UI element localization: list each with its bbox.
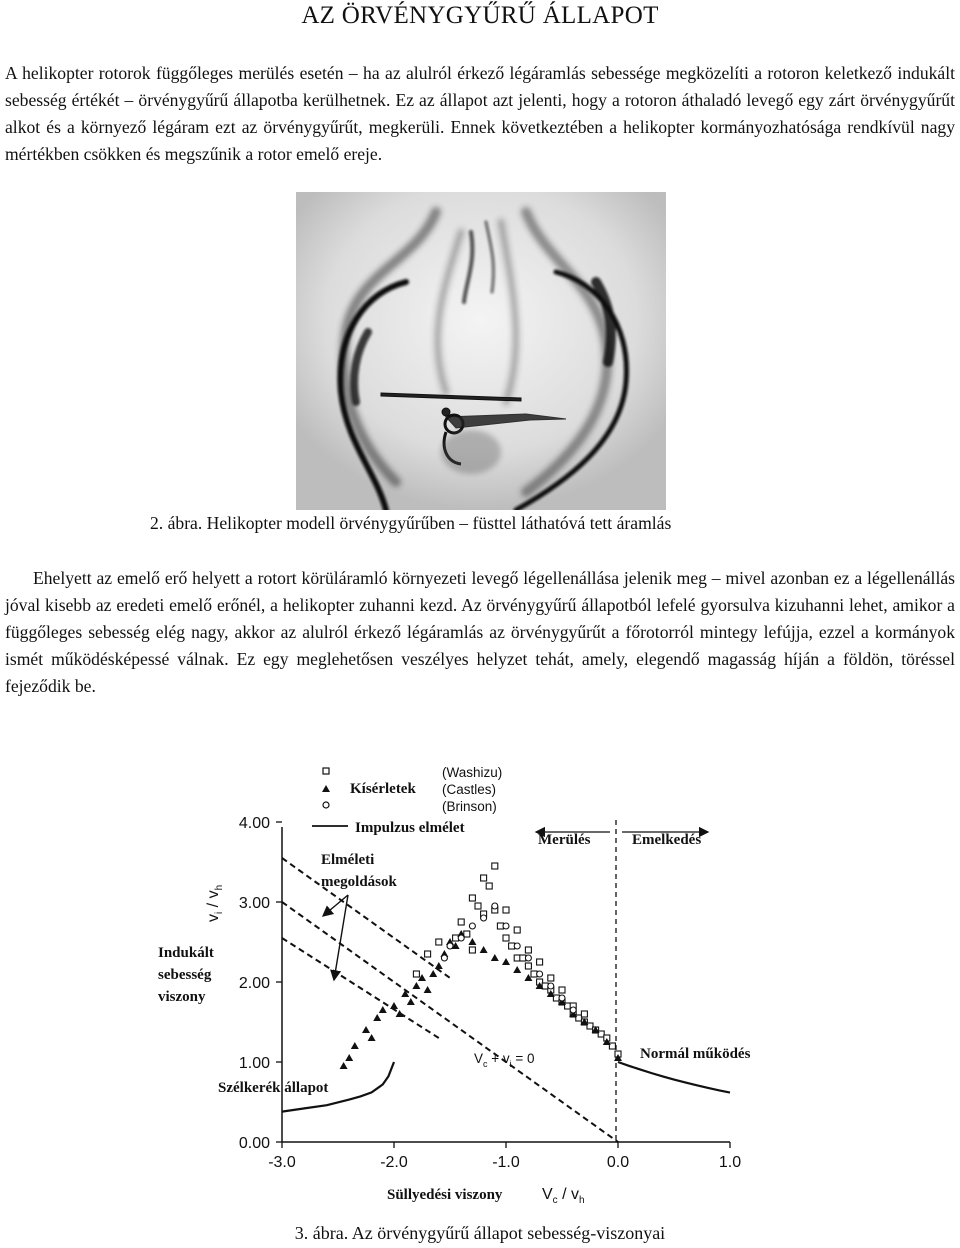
castles-point (435, 962, 443, 969)
y-tick-label: 0.00 (238, 1135, 270, 1152)
washizu-point (458, 919, 464, 925)
smoke-flow-photo (296, 192, 666, 510)
x-tick-label: 1.0 (718, 1154, 742, 1171)
y-label-line-3: viszony (158, 989, 206, 1005)
washizu-point (525, 963, 531, 969)
page-title: AZ ÖRVÉNYGYŰRŰ ÁLLAPOT (301, 2, 659, 29)
brinson-point (458, 935, 464, 941)
castles-point (362, 1026, 370, 1033)
castles-point (368, 1034, 376, 1041)
castles-point (379, 1006, 387, 1013)
body-paragraph (5, 565, 955, 700)
theory-label-2: megoldások (321, 874, 397, 890)
y-axis-symbol (205, 885, 225, 922)
y-tick-label: 3.00 (238, 895, 270, 912)
washizu-point (436, 939, 442, 945)
legend-entry-brinson: (Brinson) (442, 799, 497, 814)
svg-text:vi / vh: $v_i / v_h$ (205, 884, 225, 922)
washizu-point (464, 931, 470, 937)
brinson-point (570, 1007, 576, 1013)
y-tick-label: 4.00 (238, 815, 270, 832)
vortex-ring-chart (152, 752, 804, 1217)
y-tick-label: 1.00 (238, 1055, 270, 1072)
washizu-point (413, 971, 419, 977)
descent-label: Merülés (538, 832, 591, 848)
legend-title: Kísérletek (350, 781, 416, 797)
climb-label: Emelkedés (632, 832, 702, 848)
brinson-point (537, 971, 543, 977)
castles-point (396, 1010, 404, 1017)
legend-impulse-label: Impulzus elmélet (355, 820, 465, 836)
washizu-point (503, 935, 509, 941)
y-tick-label: 2.00 (238, 975, 270, 992)
castles-point (373, 1014, 381, 1021)
brinson-point (548, 983, 554, 989)
castles-point (424, 986, 432, 993)
washizu-point (469, 895, 475, 901)
castles-point (345, 1054, 353, 1061)
intro-paragraph: A helikopter rotorok függőleges merülés esetén – ha az alulról érkező légáramlás sebessége megközelíti a rotoron keletkező indukált sebesség értékét – örvénygyűrű állapotba kerülhetnek. Ez az állapot azt jelenti, hogy a rotoron áthaladó levegő egy zárt örvénygyűrűt alkot és a környező légáram ezt az örvénygyűrűt, megkerüli. Ennek következtében a helikopter kormányozhatósága rendkívül nagy mértékben csökken és megszűnik a rotor emelő ereje. (5, 63, 955, 164)
brinson-point (441, 955, 447, 961)
y-label-line-1: Indukált (158, 945, 214, 961)
washizu-point (525, 947, 531, 953)
brinson-point (525, 955, 531, 961)
legend-triangle-marker (322, 785, 330, 792)
x-label-symbol: $V_c / v_h$ (542, 1186, 585, 1206)
washizu-point (475, 903, 481, 909)
washizu-point (486, 883, 492, 889)
brinson-point (492, 903, 498, 909)
theory-label-1: Elméleti (321, 852, 375, 868)
castles-point (407, 998, 415, 1005)
washizu-point (425, 951, 431, 957)
washizu-point (469, 947, 475, 953)
castles-point (412, 982, 420, 989)
legend-entry-washizu: (Washizu) (442, 765, 503, 780)
castles-point (351, 1042, 359, 1049)
figure-2-caption: 2. ábra. Helikopter modell örvénygyűrűben – füsttel láthatóvá tett áramlás (150, 513, 672, 533)
windmill-label: Szélkerék állapot (218, 1080, 329, 1096)
x-label-text: Süllyedési viszony (387, 1187, 503, 1203)
washizu-point (548, 975, 554, 981)
washizu-point (581, 1011, 587, 1017)
washizu-point (503, 907, 509, 913)
brinson-point (447, 943, 453, 949)
vc-vi-line-label: $V_c + v_i = 0$ (474, 1051, 535, 1069)
washizu-point (609, 1043, 615, 1049)
legend-circle-marker (323, 802, 329, 808)
brinson-point (481, 915, 487, 921)
figure-3-caption: 3. ábra. Az örvénygyűrű állapot sebesség-viszonyai (294, 1223, 666, 1243)
momentum-theory-climb-curve (618, 1062, 730, 1093)
x-tick-label: -2.0 (380, 1154, 408, 1171)
brinson-point (469, 923, 475, 929)
brinson-point (559, 995, 565, 1001)
x-tick-label: 0.0 (606, 1154, 630, 1171)
castles-point (480, 946, 488, 953)
legend-square-marker (323, 768, 329, 774)
castles-point (468, 938, 476, 945)
normal-operation-label: Normál működés (640, 1046, 751, 1062)
washizu-point (481, 875, 487, 881)
washizu-point (514, 927, 520, 933)
castles-point (513, 966, 521, 973)
castles-point (340, 1062, 348, 1069)
washizu-point (559, 987, 565, 993)
brinson-point (503, 923, 509, 929)
body-paragraph-text: Ehelyett az emelő erő helyett a rotort körüláramló környezeti levegő légellenállása jelenik meg – mivel azonban ez a légellenállás jóval kisebb az eredeti emelő erőnél, a helikopter zuhanni kezd. Az örvénygyűrű állapotból lefelé gyorsulva kizuhanni lehet, amikor a függőleges sebesség elég nagy, akkor az alulról érkező légáramlás az örvénygyűrűt a főrotorról mintegy lefújja, ezzel a kormányok ismét működésképessé válnak. Ez egy meglehetősen veszélyes helyzet tehát, amely, elegendő magasság híján a földön, töréssel fejeződik be. (5, 568, 955, 696)
x-tick-label: -1.0 (492, 1154, 520, 1171)
washizu-point (537, 959, 543, 965)
chart-legend (312, 765, 502, 836)
washizu-point (492, 863, 498, 869)
legend-entry-castles: (Castles) (442, 782, 497, 797)
castles-point (429, 970, 437, 977)
castles-point (390, 1002, 398, 1009)
castles-point (502, 958, 510, 965)
x-tick-label: -3.0 (268, 1154, 296, 1171)
castles-point (491, 954, 499, 961)
y-label-line-2: sebesség (158, 967, 212, 983)
brinson-point (514, 943, 520, 949)
